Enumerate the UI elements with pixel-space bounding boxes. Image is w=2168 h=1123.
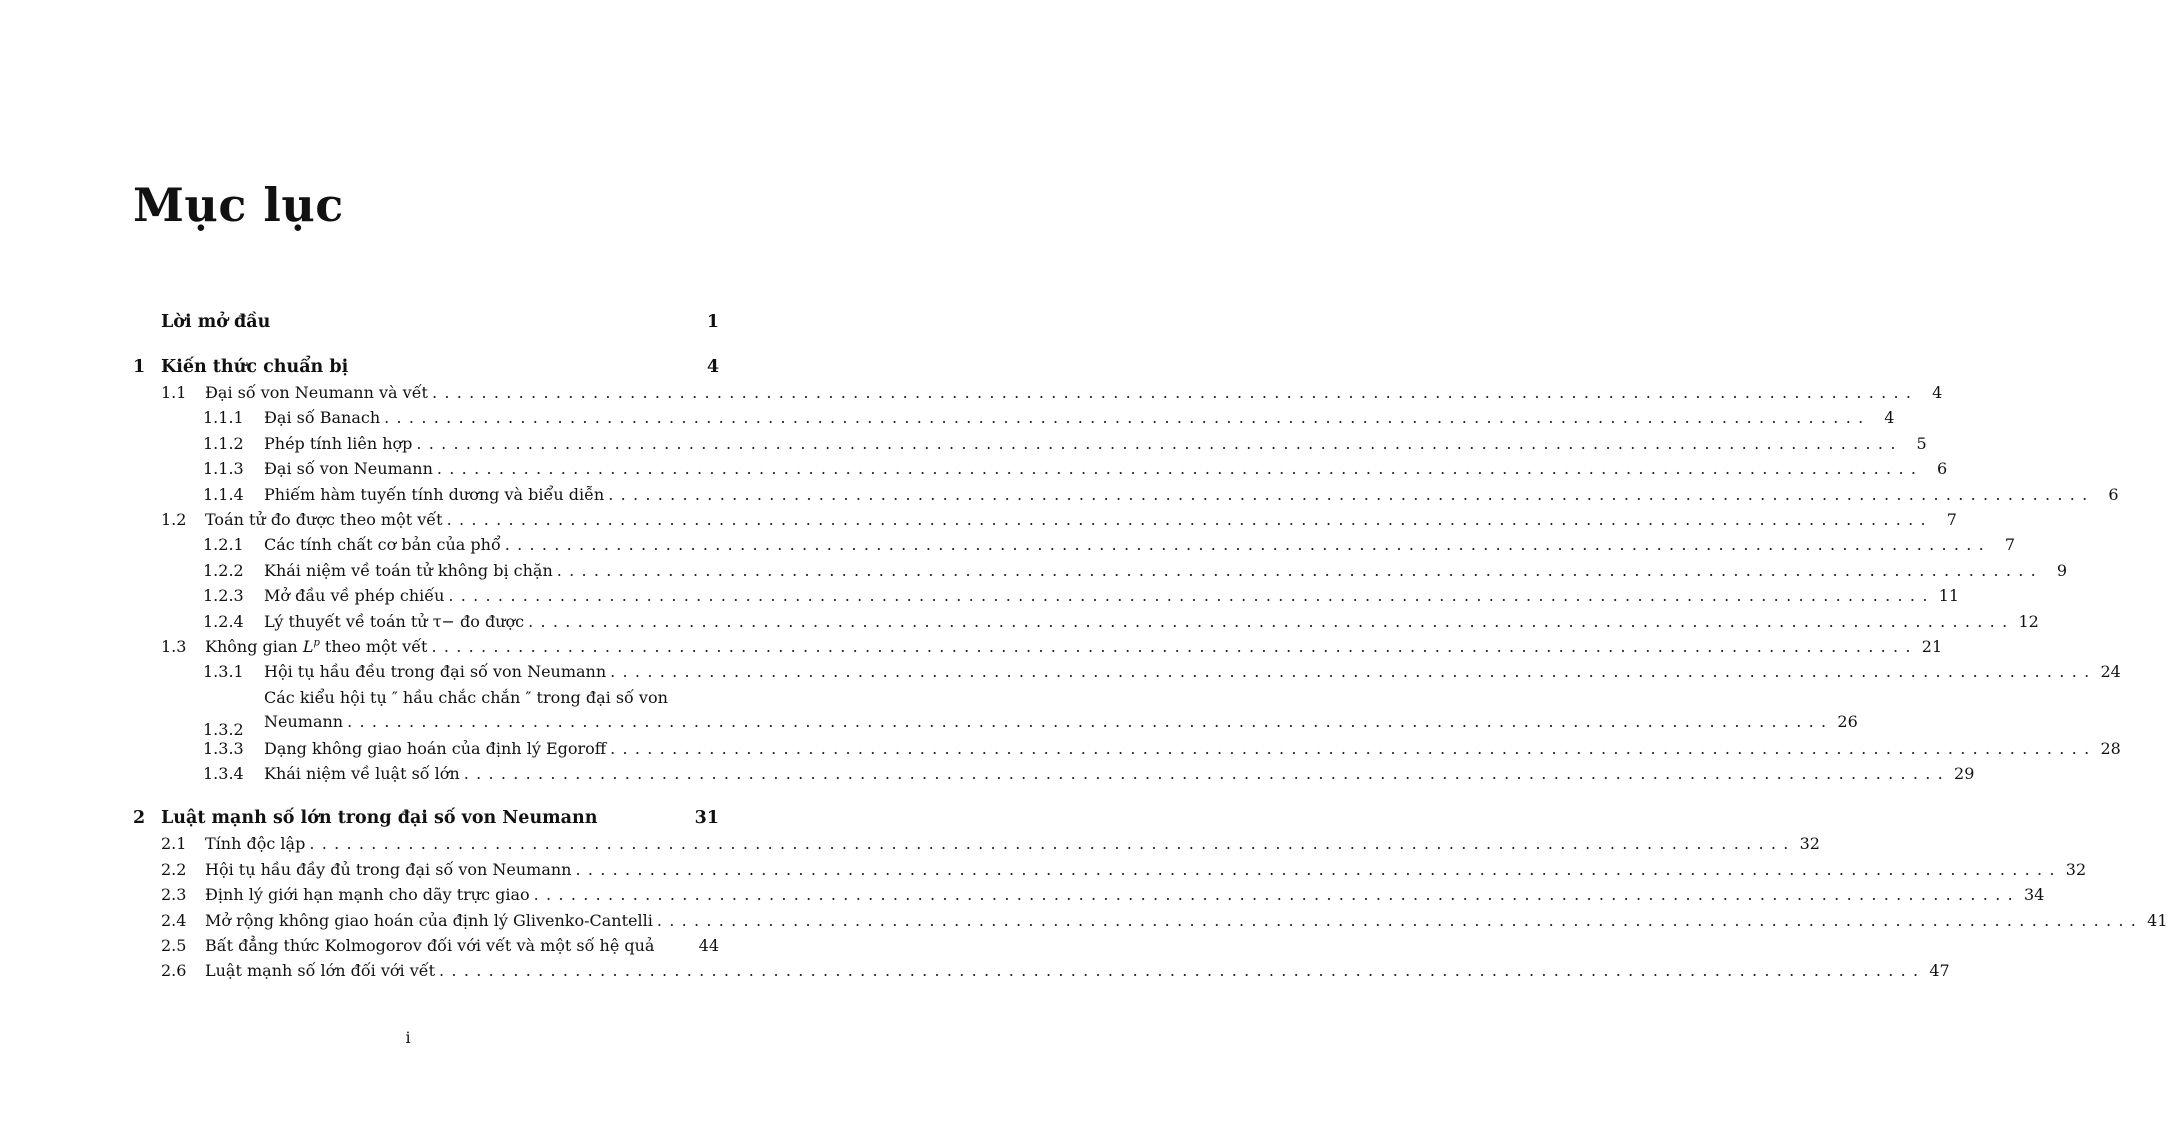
toc-entry-number: 2 (133, 808, 146, 829)
toc-entry-page: 7 (2004, 535, 2016, 555)
toc-entry-chapter[interactable] (133, 312, 719, 338)
toc-entry-number: 2.6 (161, 961, 187, 981)
toc-entry-label: Tính độc lập (205, 834, 306, 854)
toc-entry-section[interactable] (133, 509, 1957, 535)
dot-leader: ........................................................................................................................ (610, 738, 2097, 758)
toc-entry-number: 1.3.4 (203, 764, 244, 784)
toc-entry-subsection[interactable] (133, 484, 2119, 510)
toc-entry-page: 41 (2147, 910, 2168, 930)
toc-entry-subsection[interactable] (133, 738, 2121, 764)
toc-entry-page: 29 (1954, 764, 1975, 784)
toc-entry-label: Luật mạnh số lớn đối với vết (205, 961, 436, 981)
toc-entry-label-continued: Neumann (264, 711, 344, 731)
toc-entry-page: 5 (1916, 433, 1927, 453)
toc-entry-label: Đại số Banach (264, 408, 381, 428)
page-title: Mục lục (133, 178, 344, 232)
toc-entry-number: 2.4 (161, 910, 187, 930)
table-of-contents (133, 312, 2168, 987)
toc-entry-label: Khái niệm về luật số lớn (264, 764, 460, 784)
toc-entry-page: 28 (2100, 738, 2121, 758)
toc-entry-number: 1.3.2 (203, 719, 244, 739)
dot-leader: ........................................................................................................................ (431, 636, 1918, 656)
toc-entry-number: 1.3.1 (203, 662, 244, 682)
toc-entry-subsection[interactable] (133, 687, 1858, 739)
toc-entry-subsection[interactable] (133, 433, 1927, 459)
toc-entry-label: Đại số von Neumann và vết (205, 383, 428, 402)
toc-entry-number: 1.3 (161, 636, 187, 656)
dot-leader: ........................................................................................................................ (608, 484, 2095, 504)
toc-entry-number: 2.5 (161, 936, 187, 956)
toc-entry-page: 7 (1946, 509, 1957, 529)
dot-leader: ........................................................................................................................ (504, 535, 1992, 555)
toc-entry-number: 1 (133, 357, 146, 377)
toc-entry-label: Hội tụ hầu đều trong đại số von Neumann (264, 662, 607, 682)
toc-entry-page: 4 (1932, 383, 1943, 402)
toc-entry-label: Định lý giới hạn mạnh cho dãy trực giao (205, 885, 530, 905)
toc-entry-page: 26 (1837, 711, 1858, 731)
toc-entry-label: Các tính chất cơ bản của phổ (264, 535, 501, 555)
toc-entry-label: Đại số von Neumann (264, 459, 433, 479)
dot-leader: ........................................................................................................................ (656, 910, 2144, 930)
dot-leader: ........................................................................................................................ (556, 560, 2044, 580)
dot-leader: ........................................................................................................................ (347, 711, 1834, 731)
toc-entry-subsection[interactable] (133, 535, 2016, 560)
dot-leader: ........................................................................................................................ (436, 459, 1924, 479)
toc-entry-subsection[interactable] (133, 662, 2121, 687)
toc-entry-number: 1.2 (161, 509, 187, 529)
toc-entry-page: 21 (1921, 636, 1943, 656)
dot-leader: ........................................................................................................................ (528, 611, 2015, 631)
toc-entry-section[interactable] (133, 859, 2087, 885)
toc-entry-page: 44 (698, 936, 719, 956)
toc-entry-number: 1.2.3 (203, 586, 244, 606)
toc-entry-label: Hội tụ hầu đầy đủ trong đại số von Neumann (205, 859, 572, 879)
toc-entry-number: 2.3 (161, 885, 187, 905)
toc-entry-subsection[interactable] (133, 764, 1975, 789)
toc-entry-page: 4 (1884, 408, 1895, 428)
toc-entry-label: Mở đầu về phép chiếu (264, 586, 445, 606)
page-number-footer: i (405, 1028, 411, 1047)
toc-entry-page: 32 (2065, 859, 2087, 879)
toc-entry-label: Dạng không giao hoán của định lý Egoroff (264, 738, 607, 758)
toc-entry-number: 1.1.2 (203, 433, 244, 453)
toc-entry-page: 9 (2056, 560, 2068, 580)
toc-entry-chapter[interactable] (133, 808, 719, 834)
toc-entry-number: 1.2.2 (203, 560, 244, 580)
toc-entry-section[interactable] (133, 834, 1820, 859)
dot-leader: ........................................................................................................................ (431, 383, 1919, 402)
toc-entry-page: 12 (2018, 611, 2039, 631)
toc-entry-label: Toán tử đo được theo một vết (205, 509, 443, 529)
toc-entry-label: Mở rộng không giao hoán của định lý Glivenko-Cantelli (205, 910, 653, 930)
dot-leader: ........................................................................................................................ (610, 662, 2097, 682)
toc-entry-subsection[interactable] (133, 611, 2039, 637)
toc-entry-label: Lời mở đầu (161, 312, 271, 332)
toc-entry-label: Lý thuyết về toán tử τ− đo được (264, 611, 525, 631)
toc-entry-page: 47 (1929, 961, 1950, 981)
dot-leader: ........................................................................................................................ (575, 859, 2062, 879)
toc-entry-section[interactable] (133, 885, 2045, 910)
toc-entry-page: 6 (1937, 459, 1948, 479)
toc-entry-number: 1.3.3 (203, 738, 244, 758)
toc-entry-section[interactable] (133, 383, 1943, 408)
toc-entry-page: 32 (1799, 834, 1820, 854)
toc-entry-number: 1.2.4 (203, 611, 244, 631)
toc-entry-page: 31 (694, 808, 719, 829)
toc-entry-page: 34 (2023, 885, 2045, 905)
toc-entry-subsection[interactable] (133, 408, 1895, 433)
toc-entry-section[interactable] (133, 636, 1943, 662)
toc-entry-page: 4 (706, 357, 719, 377)
toc-entry-section[interactable] (133, 961, 1950, 986)
toc-entry-page: 1 (706, 312, 719, 332)
dot-leader: ........................................................................................................................ (439, 961, 1926, 981)
toc-entry-number: 1.2.1 (203, 535, 244, 555)
toc-entry-number: 1.1.4 (203, 484, 244, 504)
toc-entry-label: Kiến thức chuẩn bị (161, 357, 349, 377)
toc-entry-number: 2.1 (161, 834, 187, 854)
toc-entry-number: 1.1 (161, 383, 187, 402)
dot-leader: ........................................................................................................................ (533, 885, 2020, 905)
dot-leader: ........................................................................................................................ (463, 764, 1951, 784)
toc-entry-section[interactable] (133, 910, 2168, 936)
dot-leader: ........................................................................................................................ (309, 834, 1796, 854)
toc-entry-label: Phép tính liên hợp (264, 433, 413, 453)
toc-entry-subsection[interactable] (133, 586, 1960, 611)
toc-entry-page: 24 (2100, 662, 2121, 682)
toc-entry-page: 6 (2108, 484, 2119, 504)
toc-entry-section[interactable] (133, 936, 719, 961)
toc-entry-chapter[interactable] (133, 357, 719, 383)
toc-entry-subsection[interactable] (133, 459, 1948, 484)
toc-entry-label: Bất đẳng thức Kolmogorov đối với vết và một số hệ quả (205, 936, 655, 956)
toc-entry-number: 1.1.1 (203, 408, 244, 428)
toc-entry-subsection[interactable] (133, 560, 2068, 586)
toc-entry-number: 1.1.3 (203, 459, 244, 479)
dot-leader: ........................................................................................................................ (446, 509, 1933, 529)
toc-entry-label: Các kiểu hội tụ ″ hầu chắc chắn ″ trong đại số von (264, 687, 668, 707)
toc-entry-label: Luật mạnh số lớn trong đại số von Neumann (161, 808, 598, 829)
dot-leader: ........................................................................................................................ (384, 408, 1871, 428)
toc-entry-label: Không gian $L^p$ theo một vết (205, 636, 428, 656)
toc-entry-label: Khái niệm về toán tử không bị chặn (264, 560, 553, 580)
toc-entry-page: 11 (1938, 586, 1960, 606)
toc-entry-label: Phiếm hàm tuyến tính dương và biểu diễn (264, 484, 605, 504)
toc-entry-number: 2.2 (161, 859, 187, 879)
dot-leader: ........................................................................................................................ (448, 586, 1935, 606)
dot-leader: ........................................................................................................................ (416, 433, 1903, 453)
